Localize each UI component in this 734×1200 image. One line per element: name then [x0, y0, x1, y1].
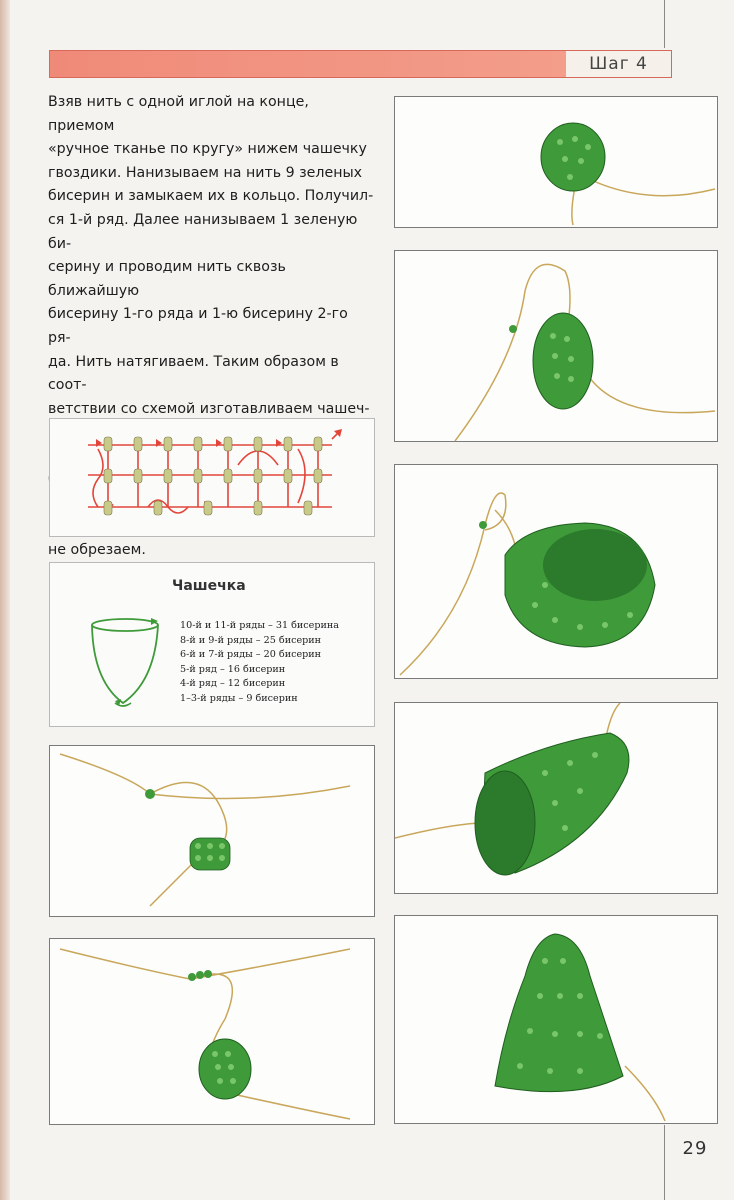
weaving-scheme-box [49, 418, 375, 537]
text-line: гвоздики. Нанизываем на нить 9 зеленых [48, 164, 363, 181]
text-line: ся 1-й ряд. Далее нанизываем 1 зеленую би- [48, 211, 358, 252]
bead-cup-side-image [395, 703, 717, 893]
text-line: да. Нить натягиваем. Таким образом в соот- [48, 353, 339, 394]
text-line: не обрезаем. [48, 542, 146, 559]
weaving-scheme-diagram [50, 419, 374, 536]
page-edge [0, 0, 10, 1200]
legend-item: 5-й ряд – 16 бисерин [180, 663, 286, 675]
legend-item: 4-й ряд – 12 бисерин [180, 678, 286, 689]
text-line: ветствии со схемой изготавливаем чашеч- [48, 400, 370, 417]
legend-item: 6-й и 7-й ряды – 20 бисерин [180, 649, 322, 660]
legend-item: 1–3-й ряды – 9 бисерин [180, 692, 298, 704]
text-line: бисерину 1-го ряда и 1-ю бисерину 2-го ря- [48, 306, 348, 346]
step-label: Шаг 4 [566, 51, 671, 77]
photo-ring-thread [49, 745, 375, 917]
bead-growing-bud-image [395, 251, 717, 441]
bead-small-bud-image [395, 97, 717, 227]
page-number: 29 [682, 1138, 708, 1159]
photo-open-cup [394, 464, 718, 679]
margin-rule-bottom [664, 1125, 665, 1200]
photo-growing-bud [394, 250, 718, 442]
photo-cup-start [49, 938, 375, 1125]
bead-ring-image [50, 746, 374, 916]
text-line: Взяв нить с одной иглой на конце, приемом [48, 94, 309, 134]
photo-cup-upright [394, 915, 718, 1124]
margin-rule-top [664, 0, 665, 48]
legend-list [180, 619, 339, 706]
legend-title: Чашечка [172, 578, 246, 594]
cup-legend-box [49, 562, 375, 727]
bead-cup-upright-image [395, 916, 717, 1123]
text-line: серину и проводим нить сквозь ближайшую [48, 259, 286, 299]
text-line: «ручное тканье по кругу» нижем чашечку [48, 141, 367, 158]
bead-cup-start-image [50, 939, 374, 1124]
text-line: бисерин и замыкаем их в кольцо. Получил- [48, 188, 374, 205]
legend-item: 10-й и 11-й ряды – 31 бисерина [180, 620, 339, 631]
photo-cup-side [394, 702, 718, 894]
legend-item: 8-й и 9-й ряды – 25 бисерин [180, 634, 322, 646]
step-header-bar [49, 50, 672, 78]
cup-shape-diagram [85, 611, 175, 721]
bead-open-cup-image [395, 465, 717, 678]
photo-small-bud [394, 96, 718, 228]
